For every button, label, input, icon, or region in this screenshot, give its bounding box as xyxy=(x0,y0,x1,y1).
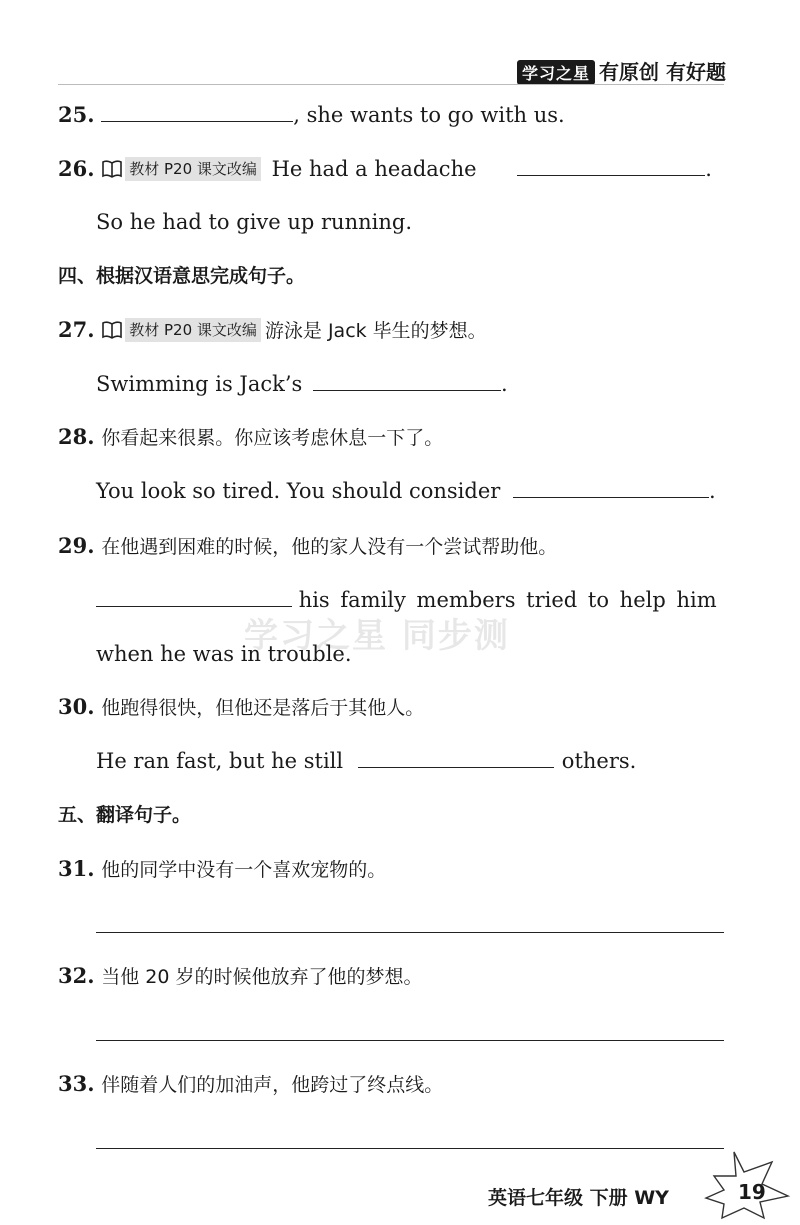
question-29 xyxy=(58,532,557,561)
question-33 xyxy=(58,1070,443,1099)
answer-line[interactable] xyxy=(96,932,724,933)
question-chinese: 你看起来很累。你应该考虑休息一下了。 xyxy=(101,427,444,449)
section-heading-5: 五、翻译句子。 xyxy=(58,804,192,826)
question-text: , she wants to go with us. xyxy=(293,103,565,127)
question-27 xyxy=(58,316,487,345)
textbook-tag: 教材 P20 课文改编 xyxy=(125,318,261,342)
page-header xyxy=(517,56,726,85)
book-icon xyxy=(101,320,123,340)
header-rule xyxy=(58,84,724,85)
brand-logo: 学习之星 xyxy=(517,60,595,85)
question-text-end: others. xyxy=(561,749,637,773)
question-chinese: 在他遇到困难的时候，他的家人没有一个尝试帮助他。 xyxy=(101,536,558,558)
question-number: 33. xyxy=(58,1071,95,1096)
question-28 xyxy=(58,423,443,452)
question-text: Swimming is Jack’s xyxy=(96,372,303,396)
question-32 xyxy=(58,962,423,991)
question-text: He had a headache xyxy=(271,157,477,181)
answer-line[interactable] xyxy=(96,1148,724,1149)
question-29-line2: when he was in trouble. xyxy=(96,642,352,666)
answer-blank[interactable] xyxy=(513,477,709,498)
answer-line[interactable] xyxy=(96,1040,724,1041)
question-number: 26. xyxy=(58,156,95,181)
answer-blank[interactable] xyxy=(101,101,293,122)
question-number: 32. xyxy=(58,963,95,988)
answer-blank[interactable] xyxy=(358,747,554,768)
question-chinese: 当他 20 岁的时候他放弃了他的梦想。 xyxy=(101,966,423,988)
answer-blank[interactable] xyxy=(517,155,705,176)
question-number: 29. xyxy=(58,533,95,558)
sentence-end: . xyxy=(501,372,508,396)
textbook-tag: 教材 P20 课文改编 xyxy=(125,157,261,181)
question-27-english xyxy=(96,370,508,398)
question-28-english xyxy=(96,477,716,505)
question-31 xyxy=(58,855,386,884)
answer-blank[interactable] xyxy=(313,370,501,391)
question-text: You look so tired. You should consider xyxy=(96,479,501,503)
question-number: 27. xyxy=(58,317,95,342)
sentence-end: . xyxy=(709,479,716,503)
watermark: 学习之星 同步测 xyxy=(244,616,510,656)
book-icon xyxy=(101,159,123,179)
answer-blank[interactable] xyxy=(96,586,292,607)
header-slogan: 有原创 有好题 xyxy=(599,60,726,84)
footer-book-title: 英语七年级 下册 WY xyxy=(488,1187,669,1209)
question-chinese: 游泳是 Jack 毕生的梦想。 xyxy=(264,320,487,342)
question-number: 28. xyxy=(58,424,95,449)
question-number: 30. xyxy=(58,694,95,719)
question-chinese: 他的同学中没有一个喜欢宠物的。 xyxy=(101,859,387,881)
question-text: He ran fast, but he still xyxy=(96,749,344,773)
question-chinese: 伴随着人们的加油声，他跨过了终点线。 xyxy=(101,1074,444,1096)
question-30 xyxy=(58,693,424,722)
question-number: 25. xyxy=(58,102,95,127)
page-number: 19 xyxy=(738,1180,766,1204)
question-25 xyxy=(58,101,565,129)
question-26-line2: So he had to give up running. xyxy=(96,210,412,234)
question-chinese: 他跑得很快，但他还是落后于其他人。 xyxy=(101,697,425,719)
question-text: his family members tried to help him xyxy=(298,588,717,612)
section-heading-4: 四、根据汉语意思完成句子。 xyxy=(58,265,306,287)
question-26 xyxy=(58,155,712,183)
question-30-english xyxy=(96,747,636,775)
sentence-end: . xyxy=(705,157,712,181)
question-number: 31. xyxy=(58,856,95,881)
